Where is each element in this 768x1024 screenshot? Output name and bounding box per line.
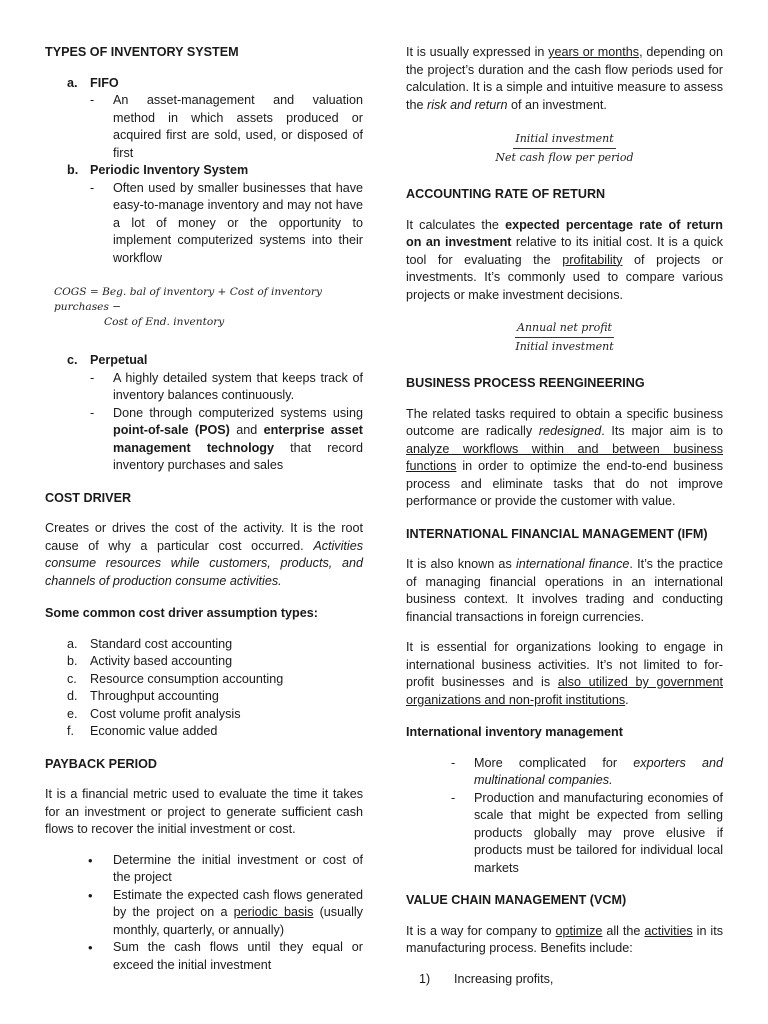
payback-heading: PAYBACK PERIOD [45,756,157,771]
fifo-marker: a. [67,75,78,90]
payback-bullet-1: • Determine the initial investment or cost of the project [88,852,363,884]
perpetual-desc-1: - A highly detailed system that keeps track of inventory balances continuously. [90,370,363,402]
periodic-label: Periodic Inventory System [90,163,249,177]
assumption-list [45,636,363,741]
left-column [45,44,363,974]
perpetual-desc-2: - Done through computerized systems using point-of-sale (POS) and enterprise asset management technology that record inventory purchases and sales [90,405,363,472]
vcm-item-1: 1) Increasing profits, [419,971,554,986]
iim-bullet-2: - Production and manufacturing economies of scale that might be expected from selling products globally may prove elusive if products must be tailored for individual local markets [451,790,723,875]
payback-formula-denominator: Net cash flow per period [495,151,634,164]
payback-continued-text: It is usually expressed in years or months, depending on the project’s duration and the cash flow periods used for calculation. It is a simple and intuitive measure to assess the risk and return of an investment. [406,45,723,112]
right-column [406,44,723,988]
periodic-item [45,162,363,180]
vcm-heading: VALUE CHAIN MANAGEMENT (VCM) [406,893,627,907]
periodic-marker: b. [67,163,79,177]
fifo-label: FIFO [90,75,119,90]
cost-driver-heading: COST DRIVER [45,490,132,505]
perpetual-marker: c. [67,353,78,367]
iim-heading: International inventory management [406,725,623,739]
list-item: e. Cost volume profit analysis [67,706,241,721]
ifm-text-2: It is essential for organizations looking to engage in international business activities. It’s not limited to for-profit businesses and is also utilized by government organizations and non-profit institutions. [406,640,723,707]
arr-formula-numerator: Annual net profit [515,320,614,338]
payback-formula [406,131,723,166]
assumption-heading: Some common cost driver assumption types: [45,606,318,620]
arr-heading: ACCOUNTING RATE OF RETURN [406,187,606,201]
perpetual-item [45,352,363,370]
fifo-item [45,75,363,93]
arr-formula-denominator: Initial investment [515,340,614,353]
types-heading: TYPES OF INVENTORY SYSTEM [45,45,239,59]
ifm-text-1: It is also known as international finance. It’s the practice of managing financial operations in an international business context. It involves trading and conducting financial transactions in foreign currencies. [406,557,723,624]
bpr-text: The related tasks required to obtain a specific business outcome are radically redesigned. Its major aim is to analyze workflows within and between business functions in order to optimize the end-to-end business process and eliminate tasks that do not improve performance or provide the customer with value. [406,406,723,508]
cogs-formula: COGS = Beg. bal of inventory + Cost of inventory purchases − Cost of End. inventory [54,286,322,328]
payback-text: It is a financial metric used to evaluate the time it takes for an investment or project to generate sufficient cash flows to recover the initial investment or cost. [45,787,363,836]
list-item: a. Standard cost accounting [67,636,233,651]
payback-bullet-2: • Estimate the expected cash flows generated by the project on a periodic basis (usually monthly, quarterly, or annually) [88,887,363,937]
periodic-desc: - Often used by smaller businesses that have easy-to-manage inventory and may not have a lot of money or the opportunity to implement computerized systems into their workflow [90,180,363,265]
vcm-text: It is a way for company to optimize all the activities in its manufacturing process. Benefits include: [406,923,723,955]
list-item: d. Throughput accounting [67,689,219,703]
list-item: b. Activity based accounting [67,654,233,668]
ifm-heading: INTERNATIONAL FINANCIAL MANAGEMENT (IFM) [406,526,708,541]
arr-text: It calculates the expected percentage rate of return on an investment relative to its initial cost. It is a quick tool for evaluating the profitability of projects or investments. It’s commonly used to compare various projects or make investment decisions. [406,217,724,302]
list-item: f. Economic value added [67,724,218,738]
bpr-heading: BUSINESS PROCESS REENGINEERING [406,376,645,390]
payback-bullet-3: • Sum the cash flows until they equal or exceed the initial investment [88,940,363,972]
list-item: c. Resource consumption accounting [67,671,284,686]
fifo-desc: - An asset-management and valuation method in which assets produced or acquired first are sold, used, or disposed of first [90,93,363,160]
iim-bullet-1: - More complicated for exporters and multinational companies. [451,755,723,787]
perpetual-label: Perpetual [90,353,148,367]
payback-formula-numerator: Initial investment [513,131,615,149]
arr-formula [406,320,723,355]
cost-driver-text: Creates or drives the cost of the activity. It is the root cause of why a particular cost occurred. Activities consume resources while customers, products, and channels of production consume activities. [45,521,363,588]
